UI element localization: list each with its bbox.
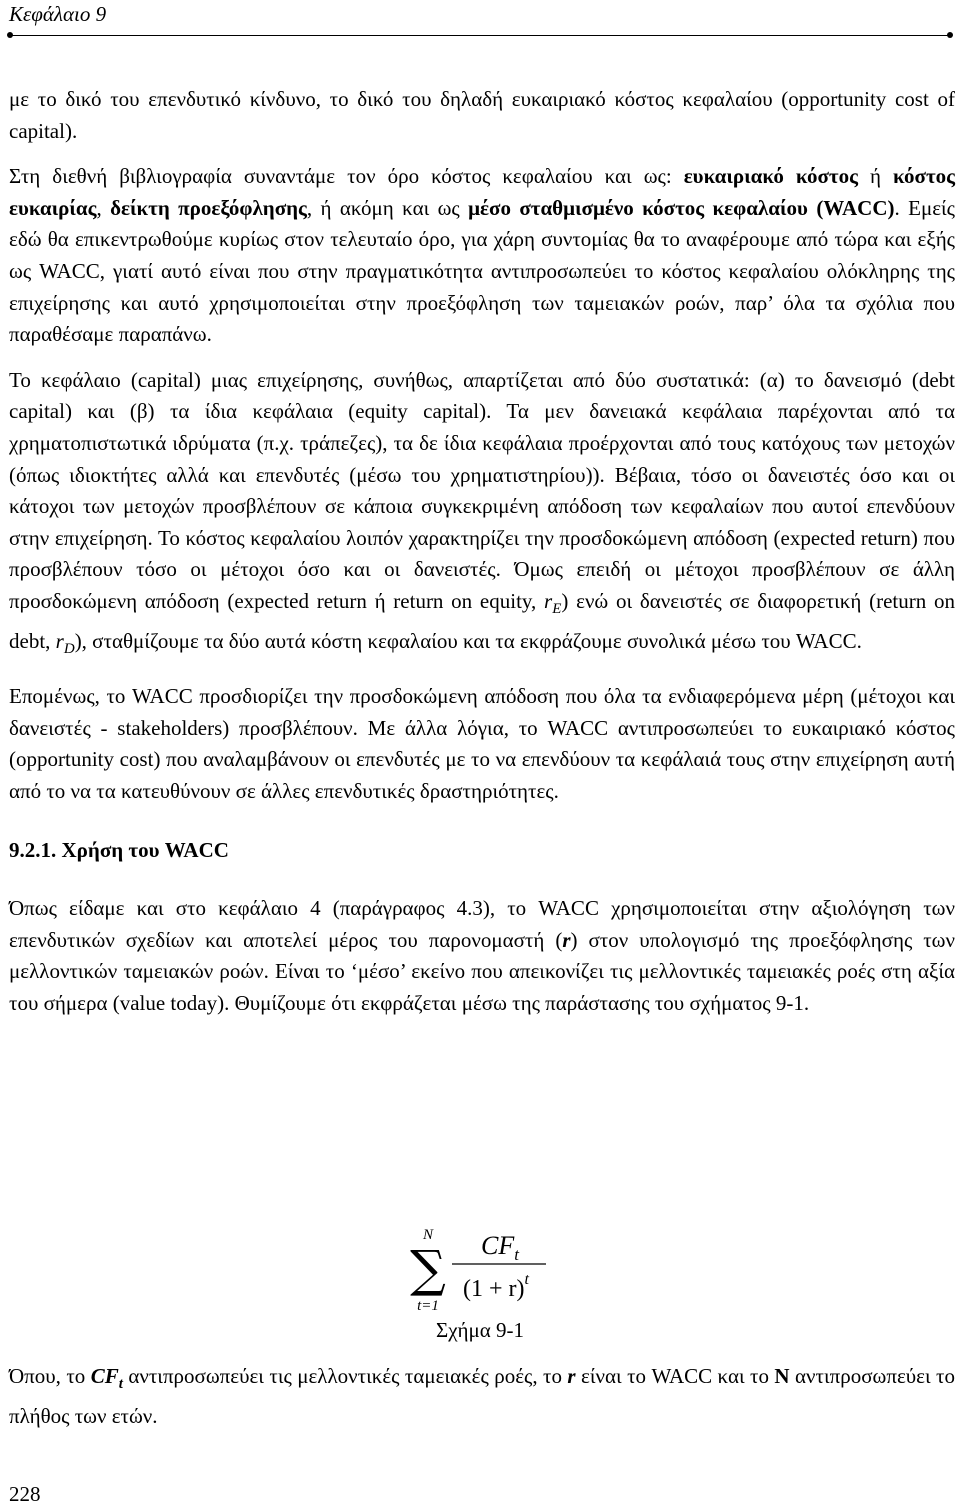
p6-text-4: αντιπροσωπεύει το πλήθος των ετών. <box>9 1364 955 1428</box>
p3-text-2: ) ενώ οι δανειστές σε διαφορετική (return on debt, <box>9 588 955 653</box>
var-r-final: r <box>567 1364 576 1388</box>
rule-dot-right <box>947 32 953 38</box>
section-heading: 9.2.1. Χρήση του WACC <box>9 838 229 863</box>
paragraph-4: Επομένως, το WACC προσδιορίζει την προσδοκώμενη απόδοση που όλα τα ενδιαφερόμενα μέρη (μέτοχοι και δανειστές - stakeholders) προσβλέπουν. Με άλλα λόγια, το WACC αντιπροσωπεύει το ευκαιριακό κόστος (opportunity cost) που αναλαμβάνουν οι επενδυτές με το να επενδύουν τα κεφάλαιά τους στην επιχείρηση αυτή από το να τα κατευθύνουν σε άλλες επενδυτικές δραστηριότητες. <box>9 684 955 803</box>
term-wacc: μέσο σταθμισμένο κόστος κεφαλαίου (WACC) <box>468 195 895 220</box>
chapter-title: Κεφάλαιο 9 <box>9 2 107 26</box>
var-cf: CF <box>90 1364 119 1388</box>
paragraph-1: με το δικό του επενδυτικό κίνδυνο, το δικό του δηλαδή ευκαιριακό κόστος κεφαλαίου (opportunity cost of capital). <box>9 87 955 143</box>
rule-dot-left <box>7 32 13 38</box>
p2-text-5: . Εμείς εδώ θα επικεντρωθούμε κυρίως στον τελευταίο όρο, για χάρη συντομίας θα το αναφέρουμε από τώρα και εξής ως WACC, γιατί αυτό είναι που στην πραγματικότητα αντιπροσωπεύει το κόστος κεφαλαίου ολόκληρης της επιχείρησης και αυτό χρησιμοποιείται στην προεξόφληση των ταμειακών ροών, παρ’ όλα τα σχόλια που παραθέσαμε παραπάνω. <box>9 195 955 347</box>
p6-text-2: αντιπροσωπεύει τις μελλοντικές ταμειακές ροές, το <box>122 1364 568 1388</box>
var-r-equity: r <box>544 588 553 613</box>
var-r-bold: r <box>562 927 571 952</box>
numerator <box>481 1231 520 1264</box>
paragraph-5 <box>9 893 955 1019</box>
numerator-main: CF <box>481 1231 515 1260</box>
p3-text-3: ), σταθμίζουμε τα δύο αυτά κόστη κεφαλαίου και τα εκφράζουμε συνολικά μέσω του WACC. <box>74 628 862 653</box>
sub-e: E <box>552 600 562 617</box>
var-r-debt: r <box>55 628 64 653</box>
p2-text-3: , <box>96 195 111 220</box>
p6-text-3: είναι το WACC και το <box>575 1364 775 1388</box>
var-n: N <box>774 1364 790 1388</box>
formula-svg <box>400 1226 570 1318</box>
summation-symbol: ∑ <box>410 1240 446 1298</box>
page-body <box>9 84 955 1019</box>
p2-text-2: ή <box>857 164 893 189</box>
denominator-exp: t <box>524 1271 529 1288</box>
sum-upper-limit: N <box>422 1227 434 1243</box>
p2-text-4: , ή ακόμη και ως <box>306 195 469 220</box>
term-discount-rate: δείκτη προεξόφλησης <box>110 195 307 220</box>
p3-text-1: Το κεφάλαιο (capital) μιας επιχείρησης, συνήθως, απαρτίζεται από δύο συστατικά: (α) το δανεισμό (debt capital) και (β) τα ίδια κεφάλαια (equity capital). Τα μεν δανειακά κεφάλαια παρέχονται από τα χρηματοπιστωτικά ιδρύματα (π.χ. τράπεζες), τα δε ίδια κεφάλαια προέρχονται από τους κατόχους των μετοχών (όπως ιδιοκτήτες αλλά και επενδυτές (μέσω του χρηματιστηρίου)). Βέβαια, τόσο οι δανειστές όσο και οι κάτοχοι των μετοχών προσβλέπουν σε κάποια συγκεκριμένη απόδοση των κεφαλαίων που αυτοί επενδύουν στην επιχείρηση. Το κόστος κεφαλαίου λοιπόν χαρακτηρίζει την προσδοκώμενη απόδοση (expected return) που προσβλέπουν τόσο οι μέτοχοι όσο και οι δανειστές. Όμως επειδή οι μέτοχοι προσβλέπουν σε άλλη προσδοκώμενη απόδοση (expected return ή return on equity, <box>9 367 955 613</box>
p6-text-1: Όπου, το <box>9 1364 91 1388</box>
paragraph-3 <box>9 365 955 665</box>
sum-lower-limit: t=1 <box>417 1298 439 1314</box>
sub-d: D <box>63 640 75 657</box>
formula-figure <box>0 1226 960 1352</box>
sub-t: t <box>118 1376 123 1392</box>
p5-text-1: Όπως είδαμε και στο κεφάλαιο 4 (παράγραφος 4.3), το WACC χρησιμοποιείται στην αξιολόγηση των επενδυτικών σχεδίων και αποτελεί μέρος του παρονομαστή ( <box>9 896 955 952</box>
page-number: 228 <box>9 1482 41 1506</box>
denominator <box>463 1271 530 1302</box>
denominator-main: (1 + r) <box>463 1276 525 1302</box>
figure-caption: Σχήμα 9-1 <box>435 1318 525 1342</box>
numerator-sub: t <box>514 1245 519 1264</box>
term-opportunity-cost: ευκαιριακό κόστος <box>683 164 858 189</box>
paragraph-2 <box>9 161 955 351</box>
paragraph-6 <box>9 1361 955 1432</box>
p5-text-2: ) στον υπολογισμό της προεξόφλησης των μελλοντικών ταμειακών ροών. Είναι το ‘μέσο’ εκείνο που απεικονίζει τις μελλοντικές ταμειακές ροές στη αξία του σήμερα (value today). Θυμίζουμε ότι εκφράζεται μέσω της παράστασης του σχήματος 9-1. <box>9 927 955 1015</box>
header-rule <box>9 35 951 36</box>
p2-text-1: Στη διεθνή βιβλιογραφία συναντάμε τον όρο κόστος κεφαλαίου και ως: <box>9 164 684 189</box>
final-paragraph-block <box>9 1361 955 1432</box>
term-cost-of-opportunity: κόστος ευκαιρίας <box>9 164 955 220</box>
